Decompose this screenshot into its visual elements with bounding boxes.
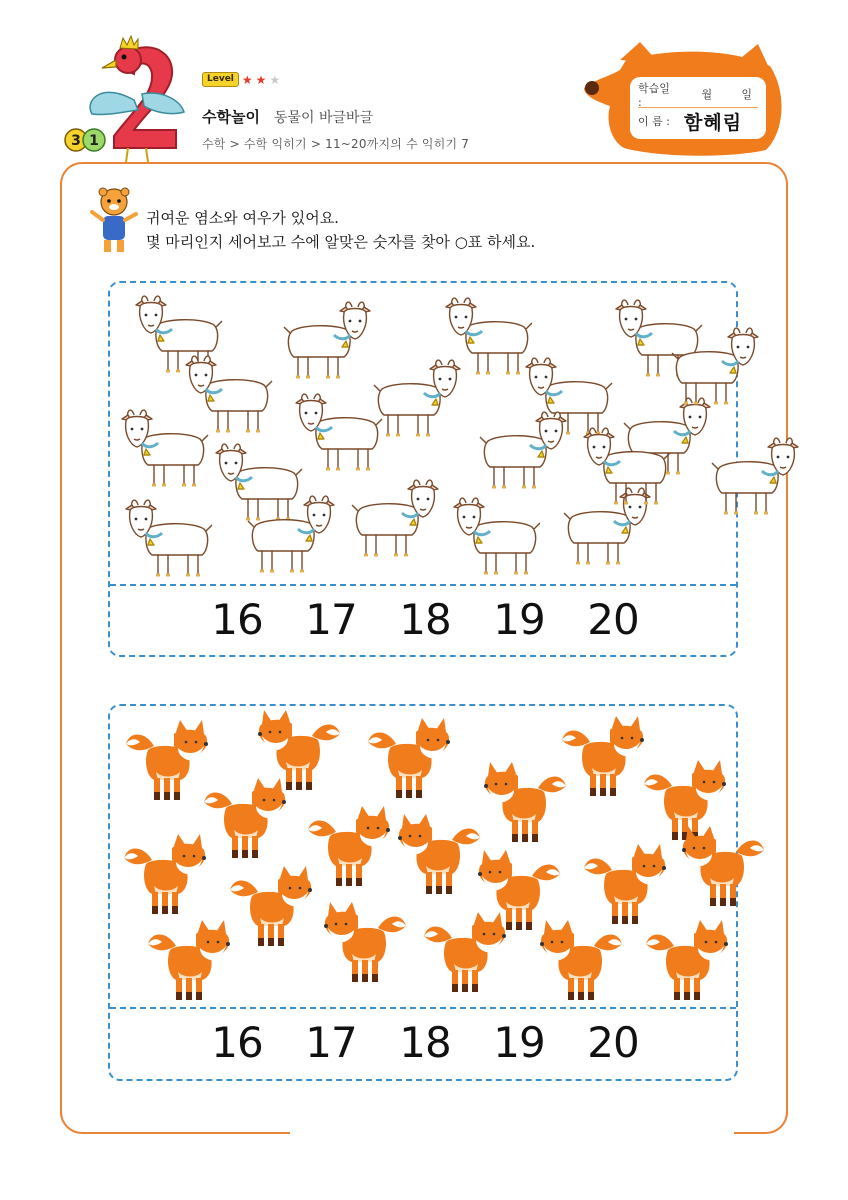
- goat-choice-18[interactable]: 18: [399, 595, 451, 644]
- breadcrumb: 수학 > 수학 익히기 > 11~20까지의 수 익히기 7: [202, 137, 470, 151]
- month-label: 월: [701, 88, 713, 101]
- fox-illustration: [680, 826, 766, 914]
- goat-illustration: [246, 491, 338, 579]
- fox-illustration: [146, 920, 232, 1008]
- fox-illustration: [482, 762, 568, 850]
- flamingo-number-two-mascot: [62, 30, 192, 165]
- fox-illustration: [124, 720, 210, 808]
- goat-illustration: [122, 495, 214, 583]
- goat-illustration: [450, 493, 542, 581]
- fox-illustration: [396, 814, 482, 902]
- student-name-row: [638, 108, 758, 134]
- student-name: 함혜림: [684, 111, 743, 134]
- goat-counting-box: [108, 281, 738, 657]
- title-row: [202, 106, 373, 127]
- svg-text:1: 1: [89, 133, 99, 149]
- fox-choice-18[interactable]: 18: [399, 1018, 451, 1067]
- fox-illustration: [422, 912, 508, 1000]
- worksheet-header: [0, 0, 848, 170]
- star-filled-icon: ★: [241, 72, 253, 87]
- goat-choice-16[interactable]: 16: [211, 595, 263, 644]
- fox-illustration: [122, 834, 208, 922]
- fox-illustration-area: [110, 706, 736, 1006]
- page-subtitle: 동물이 바글바글: [273, 110, 374, 126]
- star-filled-icon: ★: [255, 72, 267, 87]
- fox-answer-choices: [110, 1018, 736, 1067]
- tiger-mascot-icon: [90, 186, 138, 256]
- goat-illustration: [670, 323, 762, 411]
- fox-choice-20[interactable]: 20: [587, 1018, 639, 1067]
- fox-illustration: [202, 778, 288, 866]
- goat-choice-20[interactable]: 20: [587, 595, 639, 644]
- fox-illustration: [538, 920, 624, 1008]
- goat-choice-19[interactable]: 19: [493, 595, 545, 644]
- student-info-card: [630, 77, 766, 139]
- goat-choice-17[interactable]: 17: [305, 595, 357, 644]
- study-date-label: 학습일 :: [638, 81, 670, 109]
- svg-text:3: 3: [71, 133, 81, 149]
- goat-illustration: [350, 475, 442, 563]
- page-title: 수학놀이: [202, 108, 260, 126]
- fox-illustration: [582, 844, 668, 932]
- level-tag: Level: [202, 72, 239, 87]
- study-date-row: [638, 81, 758, 107]
- fox-illustration: [560, 716, 646, 804]
- day-label: 일: [741, 88, 752, 101]
- difficulty-level: [202, 72, 280, 87]
- goat-illustration: [118, 405, 210, 493]
- star-empty-icon: ★: [269, 72, 281, 87]
- frame-corner-left: [60, 1112, 290, 1134]
- fox-illustration: [644, 920, 730, 1008]
- instruction-line-2: 몇 마리인지 세어보고 수에 알맞은 숫자를 찾아 ○표 하세요.: [146, 233, 536, 251]
- fox-illustration: [366, 718, 452, 806]
- goat-illustration-area: [110, 283, 736, 583]
- name-label: 이 름 :: [638, 115, 670, 128]
- goat-illustration: [580, 423, 672, 511]
- fox-illustration: [306, 806, 392, 894]
- goat-illustration: [478, 407, 570, 495]
- fox-illustration: [228, 866, 314, 954]
- fox-choice-19[interactable]: 19: [493, 1018, 545, 1067]
- goat-illustration: [372, 355, 464, 443]
- goat-illustration: [710, 433, 802, 521]
- goat-answer-choices: [110, 595, 736, 644]
- goat-illustration: [282, 297, 374, 385]
- instruction-line-1: 귀여운 염소와 여우가 있어요.: [146, 209, 339, 227]
- fox-choice-17[interactable]: 17: [305, 1018, 357, 1067]
- goat-illustration: [292, 389, 384, 477]
- fox-illustration: [322, 902, 408, 990]
- instructions: [146, 206, 535, 254]
- fox-counting-box: [108, 704, 738, 1081]
- fox-choice-16[interactable]: 16: [211, 1018, 263, 1067]
